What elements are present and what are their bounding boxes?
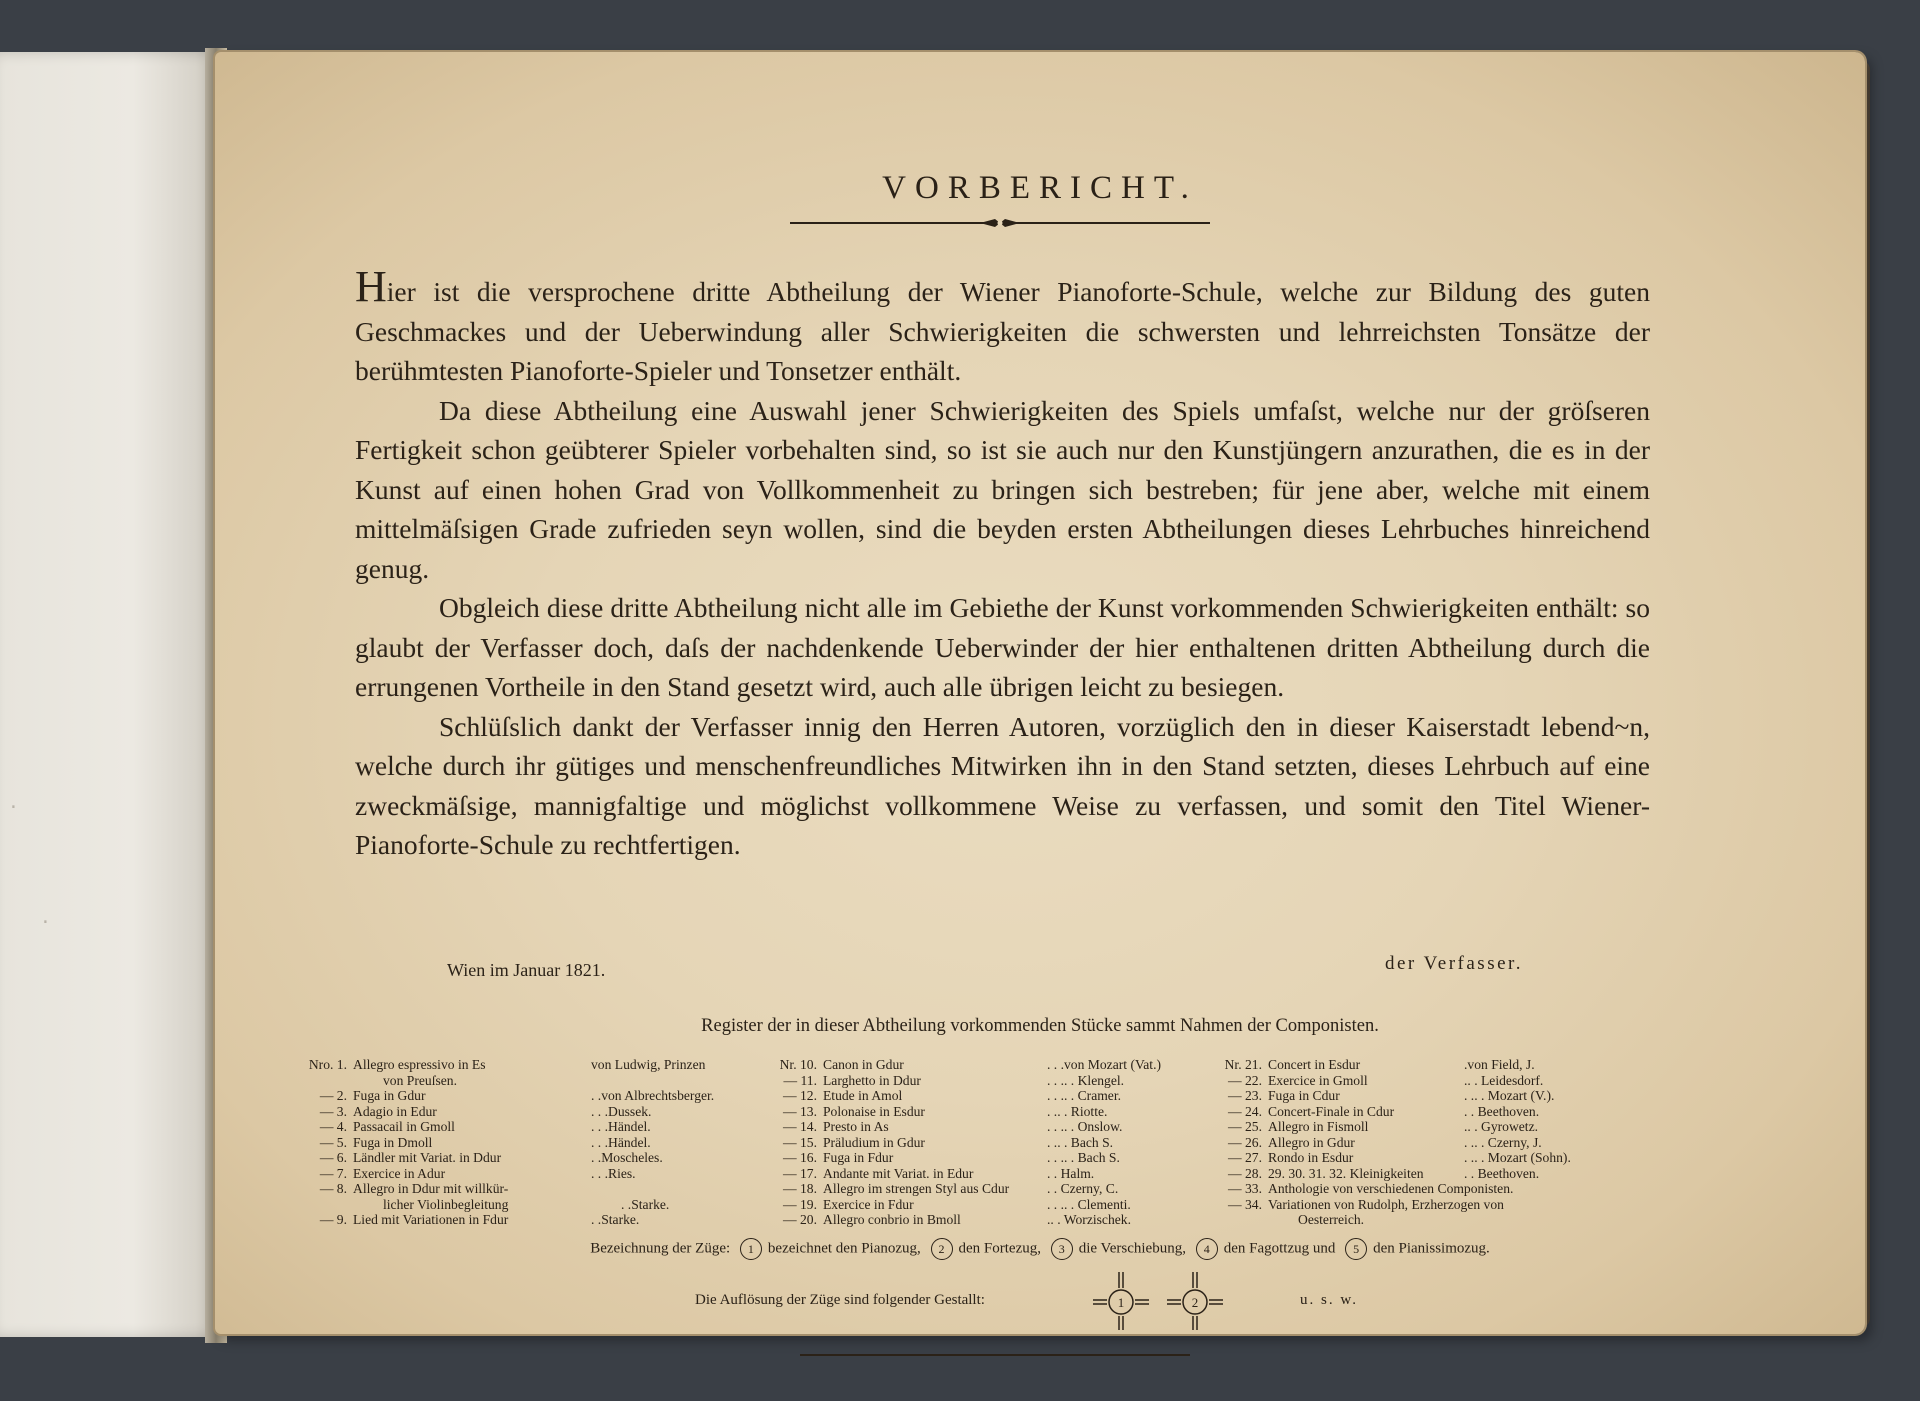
preface-paragraph-3: Obgleich diese dritte Abtheilung nicht alle im Gebiethe der Kunst vorkommenden Schwierigkeiten enthält: so glaubt der Verfasser doch, daſs der nachdenkende Ueberwinder der hier enthaltenen dritten Abtheilung durch die errungenen Vortheile in den Stand gesetzt wird, auch alle übrigen leicht zu besiegen. xyxy=(355,592,1650,702)
register-entry-title: Präludium in Gdur xyxy=(823,1134,925,1150)
register-entry xyxy=(1215,1197,1624,1213)
register-entry-comp: . . Halm. xyxy=(1047,1165,1095,1181)
register-entry-title: Anthologie von verschiedenen Componisten. xyxy=(1268,1181,1514,1196)
stop-legend-lead: Bezeichnung der Züge: xyxy=(590,1240,731,1257)
diagram-number: 2 xyxy=(1191,1295,1199,1310)
register-entry-comp: von Mozart (Vat.) xyxy=(1064,1057,1162,1072)
register-entry-nr: — 24. xyxy=(1228,1103,1262,1119)
register-entry-comp: . . Klengel. xyxy=(1064,1072,1125,1088)
diagram-number: 1 xyxy=(1117,1295,1125,1310)
register-entry xyxy=(300,1150,771,1166)
place-date: Wien im Januar 1821. xyxy=(447,960,606,980)
register-entry xyxy=(770,1119,1184,1135)
register-entry-nr: — 23. xyxy=(1228,1088,1262,1103)
register-entry-dots: . . . xyxy=(1047,1057,1064,1072)
circled-number: 2 xyxy=(931,1238,953,1260)
register-column-3 xyxy=(1215,1057,1624,1228)
register-entry-comp: von Field, J. xyxy=(1467,1057,1535,1072)
register-entry-nr: — 6. xyxy=(319,1150,347,1165)
register-entry-title: Fuga in Fdur xyxy=(823,1150,894,1165)
register-entry-nr: Nr. 21. xyxy=(1224,1057,1262,1072)
register-entry xyxy=(300,1181,771,1197)
register-entry-title: Exercice in Gmoll xyxy=(1268,1072,1368,1088)
register-entry-nr: — 13. xyxy=(783,1103,817,1119)
author-signature: der Verfasser. xyxy=(1385,953,1524,974)
register-entry-title: Allegro in Ddur mit willkür- xyxy=(353,1181,509,1196)
register-entry-nr: — 25. xyxy=(1228,1119,1262,1134)
register-entry-comp xyxy=(1464,1181,1594,1197)
left-page-mark: · xyxy=(8,797,19,818)
register-entry-dots: . xyxy=(1464,1072,1468,1088)
register-entry xyxy=(770,1197,1184,1213)
circled-number: 4 xyxy=(1196,1238,1218,1260)
register-entry-title: Passacail in Gmoll xyxy=(353,1119,455,1134)
register-entry-nr: — 17. xyxy=(783,1165,817,1181)
register-entry xyxy=(770,1181,1184,1197)
circled-number: 1 xyxy=(740,1238,762,1260)
drop-cap: H xyxy=(355,262,387,311)
register-entry-comp: . . Onslow. xyxy=(1064,1119,1123,1134)
register-entry-comp: Händel. xyxy=(608,1134,651,1150)
register-entry-dots: . . xyxy=(1464,1088,1475,1103)
register-entry-dots: . . xyxy=(1464,1134,1475,1150)
register-entry-nr: — 11. xyxy=(783,1072,817,1088)
register-entry xyxy=(1215,1135,1624,1151)
register-entry-title: Ländler mit Variat. in Ddur xyxy=(353,1150,502,1165)
register-entry xyxy=(300,1212,771,1228)
register-entry-nr: — 8. xyxy=(319,1181,347,1196)
register-entry-comp xyxy=(1464,1197,1594,1213)
register-entry xyxy=(1215,1119,1624,1135)
register-entry-title: Concert in Esdur xyxy=(1268,1057,1361,1072)
register-entry-title: Canon in Gdur xyxy=(823,1057,904,1072)
register-entry-comp: von Ludwig, Prinzen xyxy=(591,1057,706,1072)
register-entry-nr: — 18. xyxy=(783,1181,817,1196)
register-entry-dots: . xyxy=(1464,1119,1468,1134)
left-page xyxy=(0,52,222,1337)
register-entry xyxy=(300,1088,771,1104)
register-entry xyxy=(1215,1181,1624,1197)
register-entry xyxy=(770,1150,1184,1166)
register-entry-nr: — 5. xyxy=(319,1134,347,1150)
register-entry-comp: Ries. xyxy=(608,1165,636,1181)
register-column-1 xyxy=(300,1057,771,1228)
circled-number: 3 xyxy=(1051,1238,1073,1260)
register-entry xyxy=(300,1119,771,1135)
register-entry-nr: — 34. xyxy=(1228,1196,1262,1212)
register-entry-title: Allegro in Fismoll xyxy=(1268,1119,1369,1134)
register-entry-title: Concert-Finale in Cdur xyxy=(1268,1103,1395,1119)
register-entry-nr: — 9. xyxy=(319,1212,347,1227)
register-entry-dots: . . . xyxy=(1047,1088,1064,1103)
register-entry-title: Fuga in Gdur xyxy=(353,1088,426,1103)
register-entry-title: Exercice in Adur xyxy=(353,1165,446,1181)
page-heading: VORBERICHT. xyxy=(882,170,1198,206)
register-entry-dots: . . . xyxy=(591,1119,608,1134)
register-entry xyxy=(770,1073,1184,1089)
register-entry-nr: Nro. 1. xyxy=(308,1057,347,1072)
register-entry xyxy=(770,1057,1184,1073)
register-entry-dots: . . . xyxy=(591,1165,608,1181)
register-entry-dots: . xyxy=(1464,1057,1468,1072)
register-entry xyxy=(1215,1057,1624,1073)
register-entry xyxy=(770,1212,1184,1228)
register-entry xyxy=(300,1057,771,1073)
register-entry-title: Fuga in Cdur xyxy=(1268,1088,1340,1103)
register-entry-comp: Starke. xyxy=(631,1196,670,1212)
register-entry-comp: . . Czerny, C. xyxy=(1047,1181,1119,1196)
register-entry-title: Allegro in Gdur xyxy=(1268,1134,1355,1150)
register-entry-comp: Dussek. xyxy=(608,1103,652,1119)
register-entry-title: Etude in Amol xyxy=(823,1088,903,1103)
register-entry-nr: — 7. xyxy=(319,1165,347,1181)
register-entry-title: Rondo in Esdur xyxy=(1268,1150,1354,1165)
register-entry-nr: — 15. xyxy=(783,1134,817,1150)
register-title: Register der in dieser Abtheilung vorkommenden Stücke sammt Nahmen der Componisten. xyxy=(701,1016,1379,1036)
stop-release-note: Die Auflösung der Züge sind folgender Gestallt: xyxy=(695,1292,985,1308)
left-page-mark: · xyxy=(40,912,51,933)
register-entry-nr: — 27. xyxy=(1228,1150,1262,1165)
register-entry-nr: — 14. xyxy=(783,1119,817,1134)
stop-desc: den Fagottzug und xyxy=(1223,1240,1336,1257)
register-entry-nr: — 4. xyxy=(319,1119,347,1134)
preface-paragraph-2: Da diese Abtheilung eine Auswahl jener Schwierigkeiten des Spiels umfaſst, welche nur der gröſseren Fertigkeit schon geübterer Spieler vorbehalten sind, so ist sie auch nur den Kunstjüngern anzurathen, die es in der Kunst auf einen hohen Grad von Vollkommenheit zu bringen sich bestreben; für jene aber, welche mit einem mittelmäſsigen Grade zufrieden seyn wollen, sind die beyden ersten Abtheilungen dieses Lehrbuches hinreichend genug. xyxy=(355,394,1650,584)
register-entry-nr: — 26. xyxy=(1228,1134,1262,1150)
register-entry-nr: — 16. xyxy=(783,1150,817,1165)
register-entry-title: Presto in As xyxy=(823,1119,889,1134)
register-entry-nr: — 28. xyxy=(1228,1165,1262,1181)
usw-text: u. s. w. xyxy=(1300,1292,1358,1308)
register-entry-dots: . . . xyxy=(1047,1072,1064,1088)
register-entry-title: von Preuſsen. xyxy=(383,1072,458,1088)
register-entry-title: Allegro espressivo in Es xyxy=(353,1057,486,1072)
register-entry-title: Allegro conbrio in Bmoll xyxy=(823,1212,961,1227)
stop-desc: die Verschiebung, xyxy=(1078,1240,1186,1257)
register-entry-dots: . . . xyxy=(1047,1150,1064,1165)
register-entry-title: Polonaise in Esdur xyxy=(823,1103,925,1119)
register-entry-dots: . xyxy=(1047,1212,1051,1227)
register-entry-comp: . . Riotte. xyxy=(1057,1103,1108,1119)
register-entry-nr: — 33. xyxy=(1228,1181,1262,1196)
register-entry-comp xyxy=(1494,1212,1624,1228)
register-column-2 xyxy=(770,1057,1184,1228)
register-entry-comp: . . Bach S. xyxy=(1057,1134,1114,1150)
register-entry-comp: Händel. xyxy=(608,1119,651,1134)
register-entry-title: Andante mit Variat. in Edur xyxy=(823,1165,974,1181)
stop-desc: den Pianissimozug. xyxy=(1373,1240,1490,1257)
register-entry-comp: . . Czerny, J. xyxy=(1474,1134,1542,1150)
register-entry-nr: — 20. xyxy=(783,1212,817,1227)
register-entry-title: licher Violinbegleitung xyxy=(383,1196,509,1212)
register-entry-comp: . . Gyrowetz. xyxy=(1467,1119,1538,1134)
register-entry-title: Larghetto in Ddur xyxy=(823,1072,921,1088)
preface-paragraph-1 xyxy=(355,262,1650,391)
register-entry xyxy=(1215,1150,1624,1166)
register-entry xyxy=(1215,1073,1624,1089)
stop-release-diagrams xyxy=(1065,1270,1285,1330)
register-entry xyxy=(770,1104,1184,1120)
register-entry-comp: . . Cramer. xyxy=(1064,1088,1122,1103)
release-diagram-2 xyxy=(1167,1272,1223,1330)
bottom-rule xyxy=(800,1354,1190,1356)
ornamental-rule xyxy=(790,218,1210,228)
register-entry-dots: . . xyxy=(591,1212,602,1227)
register-entry-comp xyxy=(591,1181,731,1197)
preface-paragraph-4: Schlüſslich dankt der Verfasser innig den Herren Autoren, vorzüglich den in dieser Kaiserstadt lebend~n, welche durch ihr gütiges und menschenfreundliches Mitwirken ihn in den Stand setzten, dieses Lehrbuch auf eine zweckmäſsige, mannigfaltige und möglichst vollkommene Weise zu verfassen, und somit den Titel Wiener-Pianoforte-Schule zu rechtfertigen. xyxy=(355,710,1650,860)
register-entry xyxy=(300,1104,771,1120)
register-entry-title: Fuga in Dmoll xyxy=(353,1134,433,1150)
register-entry xyxy=(1215,1104,1624,1120)
stop-legend xyxy=(215,1238,1865,1260)
register-entry xyxy=(300,1166,771,1182)
circled-number: 5 xyxy=(1345,1238,1367,1260)
register-entry-comp: . . Clementi. xyxy=(1064,1196,1131,1212)
register-entry-nr: — 19. xyxy=(783,1196,817,1212)
register-entry-comp xyxy=(621,1073,761,1089)
stop-desc: den Fortezug, xyxy=(958,1240,1041,1257)
register-entry-comp: . . Worzischek. xyxy=(1050,1212,1131,1227)
register-entry xyxy=(1215,1212,1624,1228)
register-entry-title: 29. 30. 31. 32. Kleinigkeiten xyxy=(1268,1165,1424,1181)
document-page xyxy=(215,52,1865,1334)
register-entry-nr: — 3. xyxy=(319,1103,347,1119)
register-entry-comp: . . Leidesdorf. xyxy=(1467,1072,1544,1088)
register-entry-dots: . . . xyxy=(1047,1119,1064,1134)
register-entry xyxy=(1215,1088,1624,1104)
register-entry-dots: . . xyxy=(1047,1134,1058,1150)
register-entry-comp: . . Mozart (Sohn). xyxy=(1474,1150,1571,1165)
register-entry xyxy=(770,1088,1184,1104)
register-entry-comp: . . Bach S. xyxy=(1064,1150,1120,1165)
paragraph-text: ier ist die versprochene dritte Abtheilung der Wiener Pianoforte-Schule, welche zur Bildung des guten Geschmackes und der Ueberwindung aller Schwierigkeiten die schwersten und lehrreichsten Tonsätze der berühmtesten Pianoforte-Spieler und Tonsetzer enthält. xyxy=(355,276,1650,386)
register-entry-comp: . . Beethoven. xyxy=(1464,1103,1540,1119)
register-entry-comp: von Albrechtsberger. xyxy=(601,1088,715,1103)
register-entry-title: Variationen von Rudolph, Erzherzogen von xyxy=(1268,1196,1504,1212)
register-entry-title: Exercice in Fdur xyxy=(823,1196,914,1212)
register-entry xyxy=(300,1073,771,1089)
register-entry xyxy=(300,1135,771,1151)
release-diagram-1 xyxy=(1093,1272,1149,1330)
register-entry-title: Lied mit Variationen in Fdur xyxy=(353,1212,509,1227)
register-entry-comp: . . Beethoven. xyxy=(1464,1165,1540,1181)
register-entry-dots: . . xyxy=(621,1196,632,1212)
register-entry-comp: Moscheles. xyxy=(601,1150,663,1165)
register-entry-dots: . . xyxy=(1464,1150,1475,1165)
register-entry-nr: Nr. 10. xyxy=(779,1057,817,1072)
register-entry-title: Allegro im strengen Styl aus Cdur xyxy=(823,1181,1010,1196)
register-entry-nr: — 2. xyxy=(319,1088,347,1103)
register-entry xyxy=(770,1166,1184,1182)
register-entry-dots: . . . xyxy=(1047,1196,1064,1212)
register-entry xyxy=(1215,1166,1624,1182)
register-entry-dots: . . . xyxy=(591,1134,608,1150)
register-entry xyxy=(770,1135,1184,1151)
register-entry-dots: . . xyxy=(1047,1103,1058,1119)
register-entry-comp: Starke. xyxy=(601,1212,640,1227)
register-entry-title: Adagio in Edur xyxy=(353,1103,437,1119)
register-entry-dots: . . xyxy=(591,1150,602,1165)
register-entry-dots: . . xyxy=(591,1088,602,1103)
stop-desc: bezeichnet den Pianozug, xyxy=(767,1240,921,1257)
register-entry-nr: — 22. xyxy=(1228,1072,1262,1088)
preface-body xyxy=(355,262,1650,865)
register-entry-dots: . . . xyxy=(591,1103,608,1119)
register-entry xyxy=(300,1197,771,1213)
register-entry-comp: . . Mozart (V.). xyxy=(1474,1088,1555,1103)
register-entry-title: Oesterreich. xyxy=(1298,1212,1365,1227)
register-entry-nr: — 12. xyxy=(783,1088,817,1103)
